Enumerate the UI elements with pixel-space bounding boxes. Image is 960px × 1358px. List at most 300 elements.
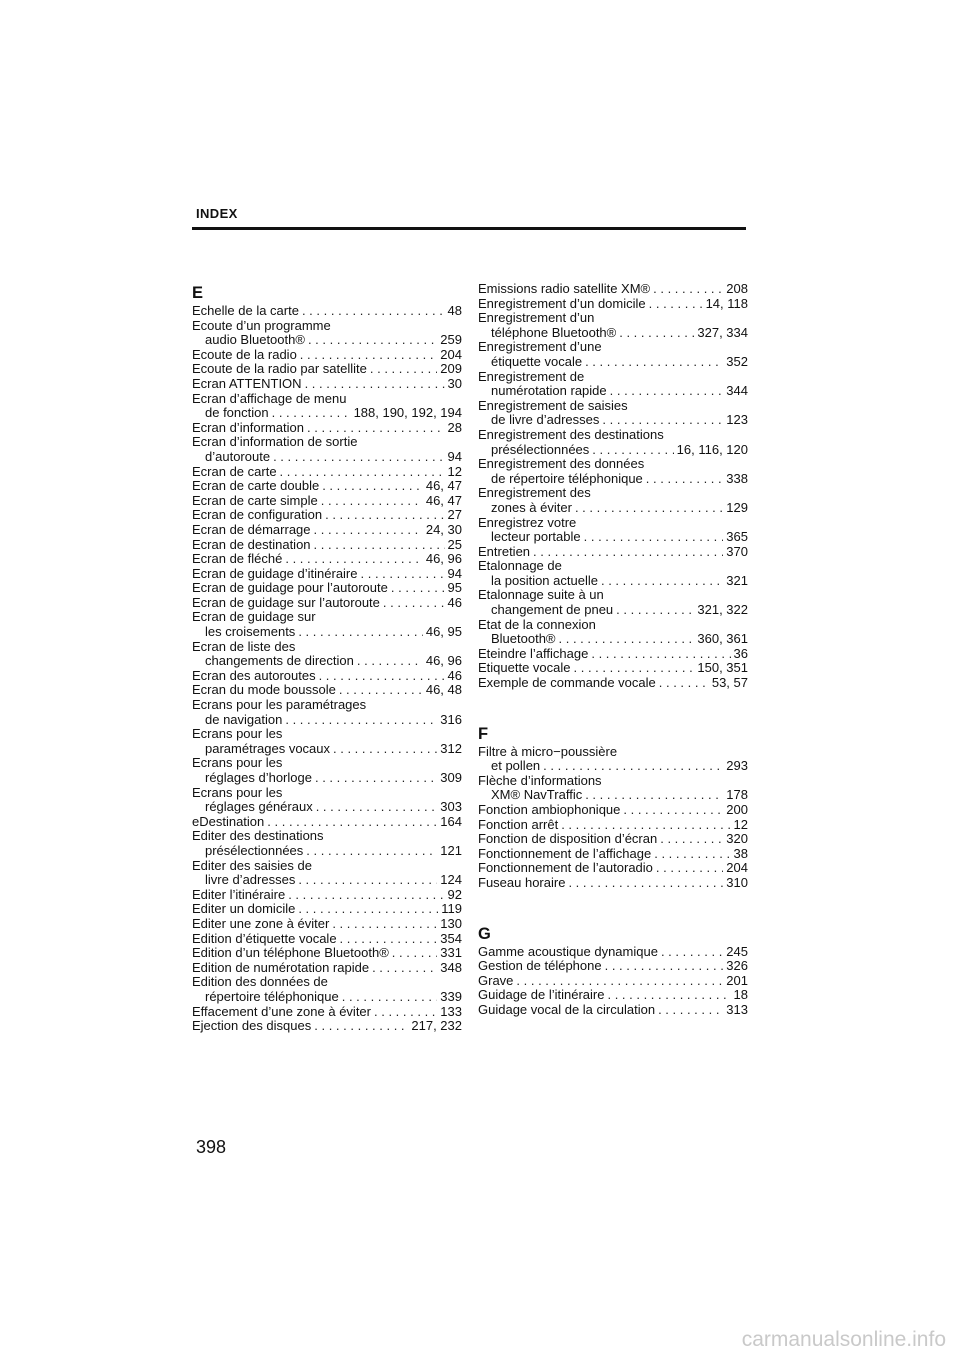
leader-dots <box>568 876 723 891</box>
entry-label: paramétrages vocaux <box>205 740 331 756</box>
index-entry <box>478 428 748 457</box>
index-entry <box>192 859 462 888</box>
entry-page-ref: 245 <box>726 943 748 959</box>
leader-dots <box>592 443 673 458</box>
entry-label: Etalonnage suite à un <box>478 587 604 603</box>
index-entry <box>192 932 462 947</box>
entry-page-ref: 188, 190, 192, 194 <box>353 405 462 421</box>
entry-page-ref: 327, 334 <box>697 324 748 340</box>
entry-label: Ecran de carte <box>192 463 277 479</box>
entry-page-ref: 27 <box>447 507 462 523</box>
entry-page-ref: 123 <box>726 412 748 428</box>
index-entry <box>192 552 462 567</box>
leader-dots <box>285 713 437 728</box>
entry-label: Ecran de démarrage <box>192 521 311 537</box>
entry-page-ref: 354 <box>440 930 462 946</box>
entry-label: Ecran de guidage pour l’autoroute <box>192 580 388 596</box>
index-entry <box>192 888 462 903</box>
leader-dots <box>272 406 351 421</box>
entry-label: Ecran de carte double <box>192 478 320 494</box>
leader-dots <box>605 959 724 974</box>
leader-dots <box>300 348 438 363</box>
index-entry <box>478 847 748 862</box>
index-entry <box>192 508 462 523</box>
leader-dots <box>316 800 438 815</box>
entry-page-ref: 24, 30 <box>425 521 462 537</box>
index-entry <box>478 1003 748 1018</box>
leader-dots <box>302 304 445 319</box>
entry-page-ref: 92 <box>447 886 462 902</box>
entry-page-ref: 46, 47 <box>425 492 462 508</box>
index-entry <box>478 876 748 891</box>
entry-page-ref: 310 <box>726 874 748 890</box>
entry-page-ref: 46, 95 <box>425 624 462 640</box>
index-entry <box>478 861 748 876</box>
entry-page-ref: 48 <box>447 303 462 318</box>
entry-page-ref: 94 <box>447 565 462 581</box>
entry-label: Enregistrement d’un domicile <box>478 295 646 311</box>
leader-dots <box>575 501 723 516</box>
section-gap <box>478 891 748 923</box>
entry-label: Eteindre l’affichage <box>478 645 589 661</box>
entry-label: Bluetooth® <box>491 631 556 647</box>
index-entry <box>478 774 748 803</box>
entry-label: Enregistrez votre <box>478 514 577 530</box>
leader-dots <box>374 1005 437 1020</box>
entry-page-ref: 12 <box>447 463 462 479</box>
index-entry <box>192 727 462 756</box>
leader-dots <box>314 538 445 553</box>
leader-dots <box>516 974 723 989</box>
leader-dots <box>585 355 723 370</box>
index-entry <box>192 348 462 363</box>
index-entry <box>478 457 748 486</box>
entry-page-ref: 370 <box>726 543 748 559</box>
index-entry <box>478 945 748 960</box>
leader-dots <box>280 465 445 480</box>
entry-label: de répertoire téléphonique <box>491 470 643 486</box>
leader-dots <box>339 683 423 698</box>
leader-dots <box>616 603 694 618</box>
entry-label: numérotation rapide <box>491 383 607 399</box>
leader-dots <box>619 326 694 341</box>
section-letter-f: F <box>478 724 489 743</box>
leader-dots <box>654 847 730 862</box>
entry-label: Guidage vocal de la circulation <box>478 1001 656 1017</box>
entry-page-ref: 338 <box>726 470 748 486</box>
entry-label: Fonction arrêt <box>478 816 559 832</box>
leader-dots <box>383 596 445 611</box>
entry-label: présélectionnées <box>205 842 304 858</box>
index-entry <box>478 974 748 989</box>
index-entry <box>478 818 748 833</box>
entry-label: Flèche d’informations <box>478 772 602 788</box>
entry-label: réglages d’horloge <box>205 770 312 785</box>
index-entry <box>192 669 462 684</box>
entry-label: réglages généraux <box>205 799 313 815</box>
leader-dots <box>649 297 703 312</box>
entry-label: Ecran de guidage d’itinéraire <box>192 565 358 581</box>
entry-page-ref: 201 <box>726 972 748 988</box>
entry-page-ref: 16, 116, 120 <box>676 441 748 457</box>
index-entry <box>478 832 748 847</box>
entry-page-ref: 164 <box>440 813 462 829</box>
entry-label: Etalonnage de <box>478 558 562 574</box>
entry-label: Ecrans pour les paramétrages <box>192 697 367 713</box>
section-letter-g: G <box>478 924 491 943</box>
entry-page-ref: 200 <box>726 802 748 817</box>
index-entry <box>192 698 462 727</box>
entry-page-ref: 94 <box>447 448 462 464</box>
entry-label: Ecran ATTENTION <box>192 375 302 391</box>
entry-page-ref: 46, 96 <box>425 653 462 669</box>
entry-label: Ecran de carte simple <box>192 492 318 508</box>
entry-page-ref: 313 <box>726 1001 748 1017</box>
leader-dots <box>333 742 437 757</box>
leader-dots <box>653 282 723 297</box>
entry-label: Fonctionnement de l’affichage <box>478 845 652 861</box>
index-entry <box>478 297 748 312</box>
entry-page-ref: 331 <box>440 945 462 961</box>
entry-label: Ecoute d’un programme <box>192 317 331 333</box>
leader-dots <box>584 530 724 545</box>
entry-page-ref: 46, 96 <box>425 551 462 567</box>
entry-label: Fonction ambiophonique <box>478 802 621 817</box>
leader-dots <box>314 1019 408 1034</box>
entry-label: Edition d’étiquette vocale <box>192 930 337 946</box>
leader-dots <box>372 961 437 976</box>
index-entry <box>478 370 748 399</box>
index-entry <box>192 581 462 596</box>
entry-label: XM® NavTraffic <box>491 787 583 803</box>
entry-label: Ecran de guidage sur <box>192 609 316 625</box>
index-entry <box>192 538 462 553</box>
leader-dots <box>273 450 444 465</box>
leader-dots <box>370 362 437 377</box>
index-entry <box>478 282 748 297</box>
index-entry <box>192 1005 462 1020</box>
entry-page-ref: 217, 232 <box>411 1018 462 1034</box>
leader-dots <box>602 413 723 428</box>
entry-label: Effacement d’une zone à éviter <box>192 1003 371 1019</box>
index-entry <box>192 435 462 464</box>
entry-page-ref: 365 <box>726 529 748 545</box>
entry-label: et pollen <box>491 758 541 774</box>
entry-page-ref: 360, 361 <box>697 631 748 647</box>
entry-page-ref: 130 <box>440 915 462 931</box>
index-entry <box>192 494 462 509</box>
index-entry <box>478 661 748 676</box>
entry-page-ref: 53, 57 <box>711 675 748 691</box>
entry-label: Ecran de configuration <box>192 507 323 523</box>
index-entry <box>192 319 462 348</box>
entry-label: étiquette vocale <box>491 353 583 369</box>
index-entry <box>478 676 748 691</box>
leader-dots <box>646 472 724 487</box>
index-entry <box>478 516 748 545</box>
leader-dots <box>319 669 445 684</box>
leader-dots <box>660 832 723 847</box>
index-column-left <box>192 282 462 1034</box>
entry-label: Editer un domicile <box>192 901 296 917</box>
entry-page-ref: 209 <box>440 361 462 377</box>
index-entry <box>192 596 462 611</box>
index-entry <box>478 311 748 340</box>
entry-page-ref: 312 <box>440 740 462 756</box>
entry-label: Ecrans pour les <box>192 784 283 800</box>
entry-page-ref: 46, 47 <box>425 478 462 494</box>
entry-label: Ecrans pour les <box>192 726 283 742</box>
entry-label: Editer des saisies de <box>192 857 312 873</box>
leader-dots <box>357 654 423 669</box>
entry-label: Editer une zone à éviter <box>192 915 330 931</box>
index-entry <box>192 479 462 494</box>
entry-label: Enregistrement de <box>478 368 585 384</box>
entry-page-ref: 320 <box>726 831 748 847</box>
entry-label: Ecran de destination <box>192 536 311 552</box>
entry-label: Ecoute de la radio par satellite <box>192 361 367 377</box>
index-column-right <box>478 282 748 1018</box>
entry-label: changements de direction <box>205 653 354 669</box>
leader-dots <box>533 545 723 560</box>
entry-page-ref: 339 <box>440 988 462 1004</box>
entry-label: Fuseau horaire <box>478 874 566 890</box>
index-entry <box>192 465 462 480</box>
index-entry <box>192 902 462 917</box>
leader-dots <box>325 508 444 523</box>
leader-dots <box>659 676 709 691</box>
index-entry <box>478 803 748 818</box>
leader-dots <box>601 574 723 589</box>
entry-label: Entretien <box>478 543 531 559</box>
entry-label: la position actuelle <box>491 572 598 588</box>
index-entry <box>478 647 748 662</box>
index-entry <box>192 683 462 698</box>
index-entry <box>192 917 462 932</box>
entry-label: livre d’adresses <box>205 872 296 888</box>
leader-dots <box>307 421 445 436</box>
entry-page-ref: 344 <box>726 383 748 399</box>
entry-page-ref: 119 <box>441 901 462 917</box>
entry-page-ref: 46, 48 <box>425 682 462 698</box>
leader-dots <box>559 632 695 647</box>
index-entry <box>192 975 462 1004</box>
index-entry <box>478 959 748 974</box>
entry-page-ref: 133 <box>440 1003 462 1019</box>
entry-label: téléphone Bluetooth® <box>491 324 617 340</box>
section-letter-e: E <box>192 284 204 302</box>
index-entry <box>192 815 462 830</box>
leader-dots <box>591 647 730 662</box>
leader-dots <box>543 759 723 774</box>
index-entry <box>478 340 748 369</box>
entry-label: Exemple de commande vocale <box>478 675 656 691</box>
entry-label: Edition de numérotation rapide <box>192 959 370 975</box>
leader-dots <box>285 552 423 567</box>
leader-dots <box>305 377 445 392</box>
index-entry <box>192 523 462 538</box>
leader-dots <box>322 479 423 494</box>
entry-label: Gamme acoustique dynamique <box>478 943 658 959</box>
index-entry <box>478 399 748 428</box>
index-entry <box>192 567 462 582</box>
index-entry <box>192 377 462 392</box>
entry-page-ref: 303 <box>440 799 462 815</box>
leader-dots <box>298 902 438 917</box>
index-entry <box>192 421 462 436</box>
entry-page-ref: 14, 118 <box>705 295 748 311</box>
leader-dots <box>332 917 437 932</box>
entry-page-ref: 204 <box>726 860 748 876</box>
index-entry <box>478 545 748 560</box>
entry-label: Editer des destinations <box>192 828 324 844</box>
entry-label: de navigation <box>205 711 283 727</box>
watermark: carmanualsonline.info <box>741 1328 946 1351</box>
leader-dots <box>321 494 423 509</box>
entry-page-ref: 46 <box>447 667 462 683</box>
entry-label: Ecran d’information de sortie <box>192 434 358 450</box>
entry-label: Ecran de guidage sur l’autoroute <box>192 594 380 610</box>
leader-dots <box>574 661 695 676</box>
entry-label: Enregistrement de saisies <box>478 397 628 413</box>
entry-label: Grave <box>478 972 514 988</box>
index-entry <box>192 829 462 858</box>
entry-page-ref: 321, 322 <box>697 602 748 618</box>
index-entry <box>192 610 462 639</box>
entry-label: Enregistrement d’une <box>478 339 602 355</box>
index-entry <box>192 961 462 976</box>
entry-label: Enregistrement d’un <box>478 310 595 326</box>
page-number: 398 <box>196 1137 227 1157</box>
index-entry <box>478 618 748 647</box>
index-entry <box>478 486 748 515</box>
entry-page-ref: 28 <box>447 419 462 435</box>
entry-label: présélectionnées <box>491 441 590 457</box>
index-entry <box>192 756 462 785</box>
entry-label: les croisements <box>205 624 296 640</box>
entry-label: Editer l’itinéraire <box>192 886 286 902</box>
index-entry <box>192 1019 462 1034</box>
entry-label: d’autoroute <box>205 448 271 464</box>
leader-dots <box>298 873 437 888</box>
entry-label: Edition des données de <box>192 974 328 990</box>
index-entry <box>478 559 748 588</box>
leader-dots <box>267 815 437 830</box>
entry-label: Echelle de la carte <box>192 303 299 318</box>
section-gap <box>478 691 748 723</box>
entry-label: eDestination <box>192 813 265 829</box>
entry-label: Ecran du mode boussole <box>192 682 336 698</box>
entry-label: Enregistrement des <box>478 485 591 501</box>
index-entry <box>192 392 462 421</box>
entry-label: Ejection des disques <box>192 1018 312 1034</box>
header-rule <box>192 227 746 230</box>
entry-page-ref: 178 <box>726 787 748 803</box>
entry-label: Enregistrement des destinations <box>478 426 664 442</box>
leader-dots <box>585 788 723 803</box>
entry-label: changement de pneu <box>491 602 614 618</box>
entry-label: Etat de la connexion <box>478 616 596 632</box>
leader-dots <box>623 803 723 818</box>
entry-label: Ecrans pour les <box>192 755 283 771</box>
entry-page-ref: 293 <box>726 758 748 774</box>
leader-dots <box>361 567 445 582</box>
leader-dots <box>391 581 445 596</box>
entry-page-ref: 259 <box>440 332 462 348</box>
entry-label: Ecran de liste des <box>192 638 296 654</box>
leader-dots <box>315 771 437 786</box>
entry-page-ref: 124 <box>440 872 462 888</box>
entry-label: Fonction de disposition d’écran <box>478 831 658 847</box>
entry-page-ref: 348 <box>440 959 462 975</box>
entry-label: Ecran des autoroutes <box>192 667 316 683</box>
leader-dots <box>561 818 730 833</box>
entry-label: Edition d’un téléphone Bluetooth® <box>192 945 389 961</box>
entry-page-ref: 12 <box>733 816 748 832</box>
entry-label: Gestion de téléphone <box>478 958 602 974</box>
entry-label: de livre d’adresses <box>491 412 600 428</box>
leader-dots <box>306 844 437 859</box>
entry-page-ref: 316 <box>440 711 462 727</box>
entry-page-ref: 326 <box>726 958 748 974</box>
entry-page-ref: 46 <box>447 594 462 610</box>
leader-dots <box>314 523 423 538</box>
entry-page-ref: 95 <box>447 580 462 596</box>
index-entry <box>192 786 462 815</box>
leader-dots <box>661 945 723 960</box>
entry-page-ref: 352 <box>726 353 748 369</box>
index-entry <box>192 946 462 961</box>
index-entry <box>192 304 462 319</box>
entry-label: Ecoute de la radio <box>192 346 297 362</box>
entry-page-ref: 321 <box>726 572 748 588</box>
entry-page-ref: 30 <box>447 375 462 391</box>
entry-label: Guidage de l’itinéraire <box>478 987 605 1003</box>
leader-dots <box>658 1003 723 1018</box>
entry-label: Ecran d’information <box>192 419 304 435</box>
leader-dots <box>298 625 423 640</box>
entry-label: Enregistrement des données <box>478 456 645 472</box>
page-header-label: INDEX <box>196 206 238 221</box>
leader-dots <box>656 861 723 876</box>
entry-label: Emissions radio satellite XM® <box>478 281 651 296</box>
leader-dots <box>288 888 444 903</box>
entry-label: lecteur portable <box>491 529 581 545</box>
entry-page-ref: 129 <box>726 499 748 515</box>
leader-dots <box>610 384 724 399</box>
index-entry <box>478 745 748 774</box>
index-entry <box>478 988 748 1003</box>
entry-label: Etiquette vocale <box>478 660 571 676</box>
entry-page-ref: 309 <box>440 770 462 785</box>
entry-label: de fonction <box>205 405 269 421</box>
entry-page-ref: 204 <box>440 346 462 362</box>
entry-page-ref: 18 <box>733 987 748 1003</box>
entry-label: répertoire téléphonique <box>205 988 339 1004</box>
entry-page-ref: 38 <box>733 845 748 861</box>
entry-page-ref: 121 <box>440 842 462 858</box>
entry-label: Filtre à micro−poussière <box>478 743 618 759</box>
index-entry <box>478 588 748 617</box>
leader-dots <box>340 932 438 947</box>
entry-page-ref: 25 <box>447 536 462 552</box>
entry-label: Fonctionnement de l’autoradio <box>478 860 653 876</box>
entry-label: Ecran d’affichage de menu <box>192 390 347 406</box>
entry-page-ref: 36 <box>733 645 748 661</box>
leader-dots <box>392 946 438 961</box>
index-entry <box>192 640 462 669</box>
index-entry <box>192 362 462 377</box>
